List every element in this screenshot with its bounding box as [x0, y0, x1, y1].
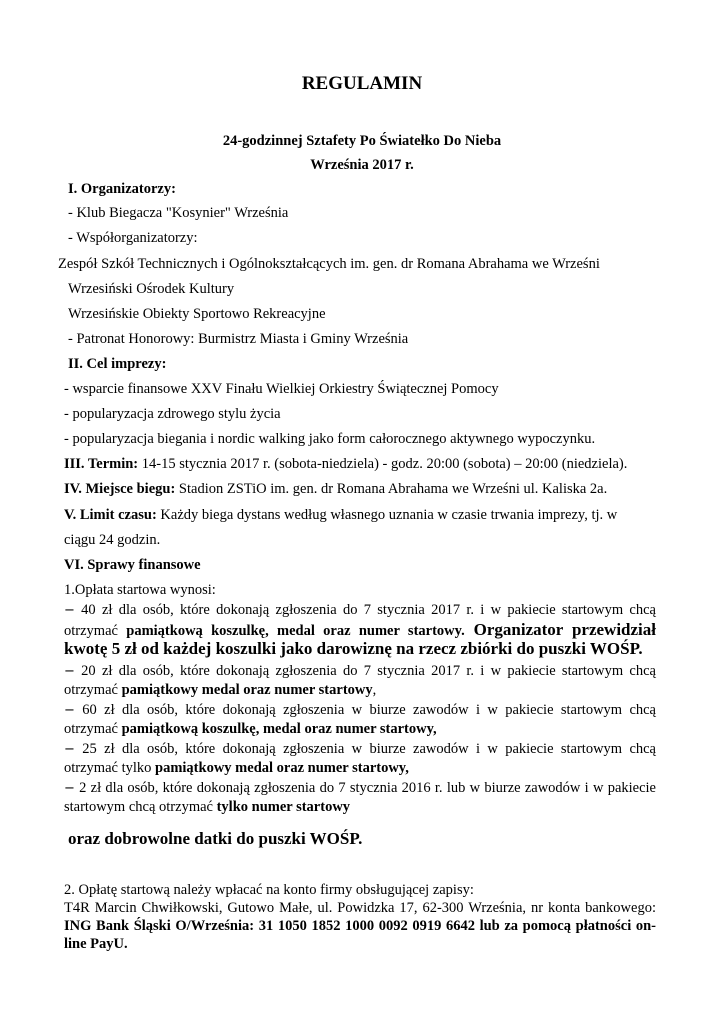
section-place-text: Stadion ZSTiO im. gen. dr Romana Abrahama we Wrześni ul. Kaliska 2a. [175, 481, 608, 497]
dash-bullet: − [64, 603, 75, 618]
fee-option-bold: pamiątkową koszulkę, medal oraz numer startowy, [121, 721, 437, 737]
fee-option-text: otrzymać [64, 682, 122, 698]
section-place [64, 480, 607, 498]
fee-option-3-cont [64, 720, 437, 738]
fee-option-bold: pamiątkowy medal oraz numer startowy, [155, 760, 409, 776]
coorganizer-line: Zespół Szkół Technicznych i Ogólnokształcących im. gen. dr Romana Abrahama we Wrześni [58, 256, 600, 272]
goal-line: - popularyzacja biegania i nordic walking jako form całorocznego aktywnego wypoczynku. [64, 431, 596, 447]
fee-option-2-cont [64, 681, 376, 699]
fee-option-highlight: Organizator przewidział [464, 620, 656, 639]
dash-bullet: − [64, 703, 75, 718]
payment-bank-line-cont: line PayU. [64, 936, 128, 952]
section-time-limit [64, 506, 617, 524]
fee-option-text: 2 zł dla osób, które dokonają zgłoszenia do 7 stycznia 2016 r. lub w biurze zawodów i w pakiecie [74, 780, 656, 796]
fee-option-1 [64, 601, 656, 620]
payment-line: 2. Opłatę startową należy wpłacać na konto firmy obsługującej zapisy: [64, 882, 474, 898]
section-time-limit-label: V. Limit czasu: [64, 507, 157, 523]
dash-bullet: − [64, 664, 75, 679]
fee-option-1-cont [64, 621, 656, 640]
fee-option-4-cont [64, 759, 409, 777]
section-date-text: 14-15 stycznia 2017 r. (sobota-niedziela) - godz. 20:00 (sobota) – 20:00 (niedziela). [138, 456, 628, 472]
fee-option-text: 25 zł dla osób, które dokonają zgłoszenia w biurze zawodów i w pakiecie startowym chcą [74, 741, 656, 757]
section-date [64, 455, 627, 473]
section-organizers-heading: I. Organizatorzy: [68, 181, 176, 197]
section-place-label: IV. Miejsce biegu: [64, 481, 176, 497]
fee-option-text: startowym chcą otrzymać [64, 799, 217, 815]
fee-option-1-highlight: kwotę 5 zł od każdej koszulki jako darowiznę na rzecz zbiórki do puszki WOŚP. [64, 639, 643, 658]
payment-bank-line [64, 917, 656, 935]
fee-option-text: 20 zł dla osób, które dokonają zgłoszenia do 7 stycznia 2017 r. i w pakiecie startowym chcą [74, 663, 656, 679]
fee-option-3 [64, 701, 656, 720]
fee-option-bold: tylko numer startowy [216, 799, 351, 815]
fee-option-5 [64, 779, 656, 798]
section-date-label: III. Termin: [64, 456, 139, 472]
coorganizer-line: Wrzesiński Ośrodek Kultury [68, 281, 235, 297]
goal-line: - wsparcie finansowe XXV Finału Wielkiej Orkiestry Świątecznej Pomocy [64, 381, 499, 397]
payment-company: T4R Marcin Chwiłkowski, Gutowo Małe, ul. Powidzka 17, 62-300 Września, nr konta bankowego: [64, 900, 656, 916]
dash-bullet: − [64, 742, 75, 757]
dash-bullet: − [64, 781, 75, 796]
fee-option-text: 40 zł dla osób, które dokonają zgłoszenia do 7 stycznia 2017 r. i w pakiecie startowym chcą [74, 602, 656, 618]
fee-option-text: , [372, 682, 377, 698]
fee-option-4 [64, 740, 656, 759]
fee-option-5-cont [64, 798, 350, 816]
fee-option-text: otrzymać [64, 721, 122, 737]
section-finance-heading: VI. Sprawy finansowe [64, 557, 201, 573]
payment-bank: ING Bank Śląski O/Września: 31 1050 1852 1000 0092 0919 6642 lub za pomocą płatności on- [64, 918, 656, 934]
fee-option-2 [64, 662, 656, 681]
patronage-line: - Patronat Honorowy: Burmistrz Miasta i Gminy Września [68, 331, 409, 347]
fee-option-text: otrzymać tylko [64, 760, 156, 776]
section-goal-heading: II. Cel imprezy: [68, 356, 167, 372]
organizer-line: - Klub Biegacza "Kosynier" Września [68, 205, 289, 221]
donation-note: oraz dobrowolne datki do puszki WOŚP. [68, 829, 363, 848]
coorganizer-line: Wrzesińskie Obiekty Sportowo Rekreacyjne [68, 306, 326, 322]
fee-option-text: otrzymać [64, 623, 127, 639]
section-time-limit-text: Każdy biega dystans według własnego uznania w czasie trwania imprezy, tj. w [156, 507, 618, 523]
fee-option-text: 60 zł dla osób, które dokonają zgłoszenia w biurze zawodów i w pakiecie startowym chcą [74, 702, 656, 718]
event-subtitle: 24-godzinnej Sztafety Po Światełko Do Nieba [222, 133, 502, 149]
page-title: REGULAMIN [301, 73, 423, 94]
fee-option-bold: pamiątkowy medal oraz numer startowy [121, 682, 373, 698]
coorganizers-label: - Współorganizatorzy: [68, 230, 198, 246]
fee-intro: 1.Opłata startowa wynosi: [64, 582, 216, 598]
section-time-limit-text-cont: ciągu 24 godzin. [64, 532, 161, 548]
payment-line [64, 899, 656, 917]
event-date-subtitle: Września 2017 r. [310, 157, 414, 173]
fee-option-bold: pamiątkową koszulkę, medal oraz numer startowy. [126, 623, 465, 639]
goal-line: - popularyzacja zdrowego stylu życia [64, 406, 281, 422]
